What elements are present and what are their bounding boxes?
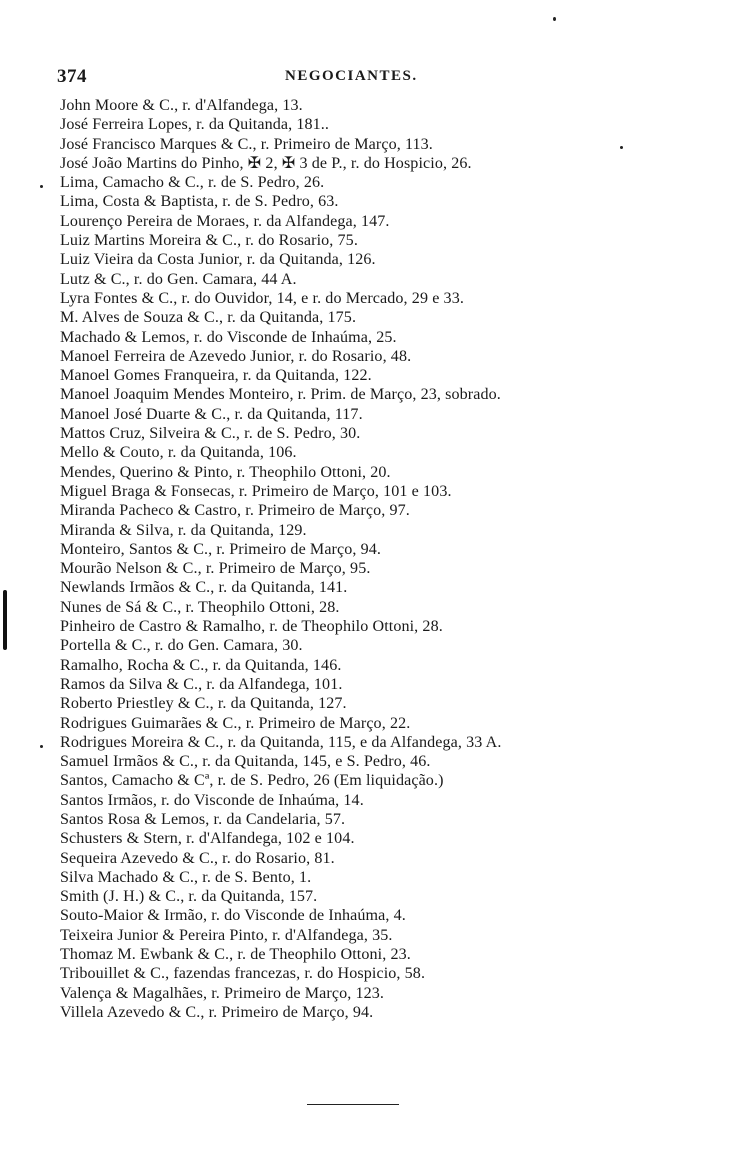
page-number: 374: [57, 66, 87, 87]
merchant-entry: Manoel Ferreira de Azevedo Junior, r. do Rosario, 48.: [60, 346, 412, 365]
merchant-entry: José Ferreira Lopes, r. da Quitanda, 181..: [60, 115, 330, 134]
merchant-entry: Pinheiro de Castro & Ramalho, r. de Theophilo Ottoni, 28.: [60, 617, 443, 636]
merchant-entry: Smith (J. H.) & C., r. da Quitanda, 157.: [60, 887, 318, 906]
merchant-entry: Valença & Magalhães, r. Primeiro de Março, 123.: [60, 983, 385, 1002]
merchant-entry: Roberto Priestley & C., r. da Quitanda, 127.: [60, 694, 347, 713]
merchant-entry: Lyra Fontes & C., r. do Ouvidor, 14, e r. do Mercado, 29 e 33.: [60, 288, 464, 307]
merchant-entry: Mattos Cruz, Silveira & C., r. de S. Pedro, 30.: [60, 424, 361, 443]
merchant-entry: José Francisco Marques & C., r. Primeiro de Março, 113.: [60, 134, 433, 153]
merchant-entry: Silva Machado & C., r. de S. Bento, 1.: [60, 867, 312, 886]
ink-speck: [620, 146, 623, 149]
merchant-entry: Souto-Maior & Irmão, r. do Visconde de Inhaúma, 4.: [60, 906, 406, 925]
merchant-entry: Rodrigues Guimarães & C., r. Primeiro de Março, 22.: [60, 713, 411, 732]
merchant-entry: Lourenço Pereira de Moraes, r. da Alfandega, 147.: [60, 211, 390, 230]
merchant-entry: Mendes, Querino & Pinto, r. Theophilo Ottoni, 20.: [60, 462, 391, 481]
merchant-list: [60, 96, 680, 1022]
merchant-entry: Schusters & Stern, r. d'Alfandega, 102 e 104.: [60, 829, 355, 848]
merchant-entry: Tribouillet & C., fazendas francezas, r. do Hospicio, 58.: [60, 964, 426, 983]
merchant-entry: Nunes de Sá & C., r. Theophilo Ottoni, 28.: [60, 597, 340, 616]
ink-speck: [553, 17, 556, 21]
merchant-entry: Machado & Lemos, r. do Visconde de Inhaúma, 25.: [60, 327, 397, 346]
merchant-entry: Mourão Nelson & C., r. Primeiro de Março, 95.: [60, 559, 371, 578]
merchant-entry: Santos Rosa & Lemos, r. da Candelaria, 57.: [60, 809, 346, 828]
merchant-entry: Lima, Costa & Baptista, r. de S. Pedro, 63.: [60, 192, 339, 211]
merchant-entry: Lima, Camacho & C., r. de S. Pedro, 26.: [60, 173, 325, 192]
merchant-entry: M. Alves de Souza & C., r. da Quitanda, 175.: [60, 308, 357, 327]
merchant-entry: Villela Azevedo & C., r. Primeiro de Março, 94.: [60, 1002, 374, 1021]
merchant-entry: John Moore & C., r. d'Alfandega, 13.: [60, 96, 303, 114]
merchant-entry: Luiz Vieira da Costa Junior, r. da Quitanda, 126.: [60, 250, 376, 269]
merchant-entry: Newlands Irmãos & C., r. da Quitanda, 141.: [60, 578, 348, 597]
merchant-entry: Santos Irmãos, r. do Visconde de Inhaúma, 14.: [60, 790, 364, 809]
merchant-entry: Sequeira Azevedo & C., r. do Rosario, 81.: [60, 848, 335, 867]
merchant-entry: Samuel Irmãos & C., r. da Quitanda, 145, e S. Pedro, 46.: [60, 752, 431, 771]
running-head: NEGOCIANTES.: [285, 68, 418, 84]
merchant-entry: Miranda & Silva, r. da Quitanda, 129.: [60, 520, 307, 539]
merchant-entry: Santos, Camacho & Cª, r. de S. Pedro, 26 (Em liquidação.): [60, 771, 444, 790]
merchant-entry: Manoel Joaquim Mendes Monteiro, r. Prim. de Março, 23, sobrado.: [60, 385, 501, 404]
merchant-entry: Luiz Martins Moreira & C., r. do Rosario, 75.: [60, 231, 358, 250]
merchant-entry: Rodrigues Moreira & C., r. da Quitanda, 115, e da Alfandega, 33 A.: [60, 732, 502, 751]
merchant-entry: Monteiro, Santos & C., r. Primeiro de Março, 94.: [60, 539, 382, 558]
merchant-entry: Manoel José Duarte & C., r. da Quitanda, 117.: [60, 404, 363, 423]
merchant-entry: Portella & C., r. do Gen. Camara, 30.: [60, 636, 303, 655]
margin-mark: [3, 590, 7, 650]
merchant-entry: Ramos da Silva & C., r. da Alfandega, 101.: [60, 674, 343, 693]
merchant-entry: Miguel Braga & Fonsecas, r. Primeiro de Março, 101 e 103.: [60, 481, 452, 500]
merchant-entry: Mello & Couto, r. da Quitanda, 106.: [60, 443, 297, 462]
merchant-entry: José João Martins do Pinho, ✠ 2, ✠ 3 de P., r. do Hospicio, 26.: [60, 153, 472, 172]
merchant-entry: Manoel Gomes Franqueira, r. da Quitanda, 122.: [60, 366, 372, 385]
merchant-entry: Ramalho, Rocha & C., r. da Quitanda, 146.: [60, 655, 342, 674]
ink-speck: [40, 745, 43, 748]
merchant-entry: Lutz & C., r. do Gen. Camara, 44 A.: [60, 269, 297, 288]
merchant-entry: Miranda Pacheco & Castro, r. Primeiro de Março, 97.: [60, 501, 410, 520]
closing-rule: [307, 1104, 399, 1105]
merchant-entry: Teixeira Junior & Pereira Pinto, r. d'Alfandega, 35.: [60, 925, 393, 944]
merchant-entry: Thomaz M. Ewbank & C., r. de Theophilo Ottoni, 23.: [60, 945, 411, 964]
ink-speck: [40, 185, 43, 188]
